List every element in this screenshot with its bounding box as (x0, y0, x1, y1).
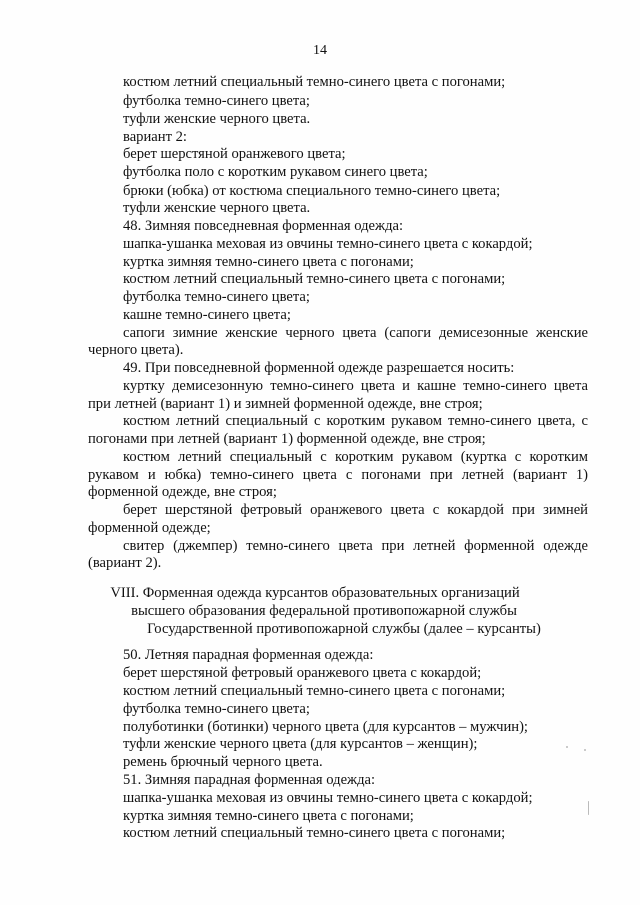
text-line: куртка зимняя темно-синего цвета с погонами; (123, 254, 414, 270)
text-line: берет шерстяной фетровый оранжевого цвета с кокардой; (123, 665, 482, 681)
text-line: кашне темно-синего цвета; (123, 307, 291, 323)
text-line: туфли женские черного цвета. (123, 111, 311, 127)
text-line: куртку демисезонную темно-синего цвета и кашне темно-синего цвета (123, 378, 588, 394)
text-line: сапоги зимние женские черного цвета (сапоги демисезонные женские (123, 325, 588, 341)
section-heading-line: VIII. Форменная одежда курсантов образовательных организаций (110, 585, 520, 601)
text-line: ремень брючный черного цвета. (123, 754, 323, 770)
text-line: берет шерстяной фетровый оранжевого цвета с кокардой при зимней (123, 502, 588, 518)
text-line: костюм летний специальный темно-синего цвета с погонами; (123, 683, 506, 699)
text-line: форменной одежде; (88, 520, 211, 536)
text-line: туфли женские черного цвета. (123, 200, 311, 216)
section-heading-line: высшего образования федеральной противопожарной службы (131, 603, 517, 619)
text-line: при летней (вариант 1) и зимней форменной одежде, вне строя; (88, 396, 483, 412)
item-48-heading: 48. Зимняя повседневная форменная одежда: (123, 218, 404, 234)
text-line: шапка-ушанка меховая из овчины темно-синего цвета с кокардой; (123, 790, 533, 806)
text-line: черного цвета). (88, 342, 184, 358)
text-line: футболка темно-синего цвета; (123, 93, 310, 109)
item-50-heading: 50. Летняя парадная форменная одежда: (123, 647, 374, 663)
text-line: костюм летний специальный с коротким рукавом (куртка с коротким (123, 449, 588, 465)
text-line: берет шерстяной оранжевого цвета; (123, 146, 346, 162)
item-49-heading: 49. При повседневной форменной одежде разрешается носить: (123, 360, 515, 376)
text-line: костюм летний специальный с коротким рукавом темно-синего цвета, с (123, 413, 588, 429)
text-line: шапка-ушанка меховая из овчины темно-синего цвета с кокардой; (123, 236, 533, 252)
item-51-heading: 51. Зимняя парадная форменная одежда: (123, 772, 376, 788)
text-line: туфли женские черного цвета (для курсантов – женщин); (123, 736, 478, 752)
text-line: костюм летний специальный темно-синего цвета с погонами; (123, 825, 506, 841)
text-line: форменной одежде, вне строя; (88, 484, 277, 500)
text-line: костюм летний специальный темно-синего цвета с погонами; (123, 271, 506, 287)
text-line: куртка зимняя темно-синего цвета с погонами; (123, 808, 414, 824)
text-line: рукавом и юбка) темно-синего цвета с погонами при летней (вариант 1) (88, 467, 588, 483)
scan-speck (566, 746, 568, 748)
scan-speck (584, 749, 586, 751)
text-line: вариант 2: (123, 129, 187, 145)
text-line: полуботинки (ботинки) черного цвета (для курсантов – мужчин); (123, 719, 528, 735)
text-line: костюм летний специальный темно-синего цвета с погонами; (123, 74, 506, 90)
text-line: свитер (джемпер) темно-синего цвета при летней форменной одежде (123, 538, 588, 554)
scan-speck (588, 801, 589, 815)
text-line: футболка поло с коротким рукавом синего цвета; (123, 164, 428, 180)
page-number: 14 (313, 43, 327, 58)
text-line: футболка темно-синего цвета; (123, 701, 310, 717)
section-heading-line: Государственной противопожарной службы (далее – курсанты) (147, 621, 541, 637)
text-line: погонами при летней (вариант 1) форменной одежде, вне строя; (88, 431, 486, 447)
text-line: брюки (юбка) от костюма специального темно-синего цвета; (123, 183, 501, 199)
section-heading (0, 584, 640, 644)
text-line: футболка темно-синего цвета; (123, 289, 310, 305)
text-line: (вариант 2). (88, 555, 162, 571)
